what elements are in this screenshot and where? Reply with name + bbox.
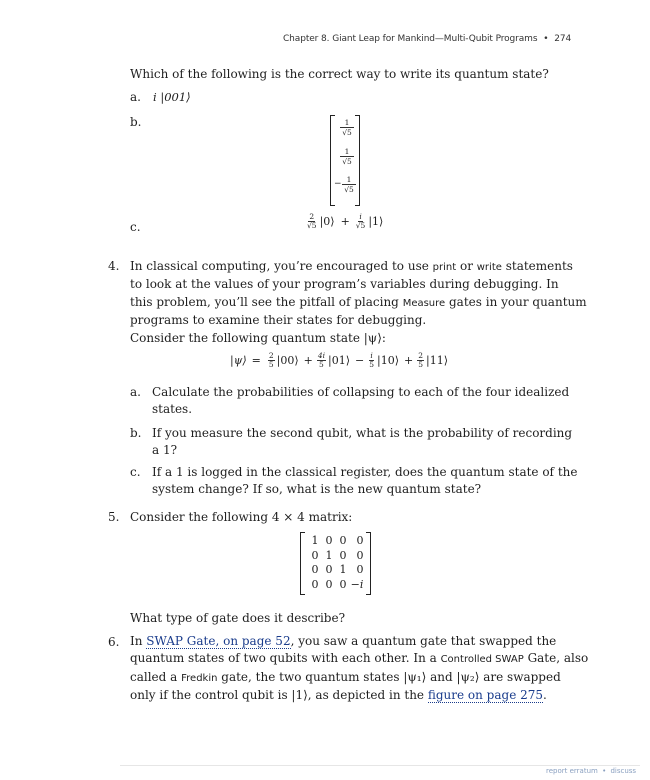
vec-entry-2 [340,147,354,166]
running-header [283,34,571,44]
report-erratum-link[interactable]: report erratum [546,767,598,775]
q4a-line-1: Calculate the probabilities of collapsing to each of the four idealized [152,385,570,399]
vec-den-3: √5 [344,185,354,194]
q6-text: , you saw a quantum gate that swapped the [290,634,557,648]
ket-1: |1⟩ [368,215,384,228]
matrix-cell: 0 [339,577,347,591]
q4c-line-2: system change? If so, what is the new quantum state? [152,482,482,497]
q6-line-1 [130,633,557,650]
figure-link[interactable]: figure on page 275 [427,688,544,703]
frac-den: 5 [369,360,375,369]
option-a-math: i |001⟩ [153,90,191,104]
ket-11: |11⟩ [426,354,449,367]
q4-line-4: programs to examine their states for debugging. [130,313,427,328]
vec-entry-1 [340,118,354,137]
matrix-cell: 0 [325,563,333,576]
q4c-text [152,464,578,499]
equals-sign: = [251,354,261,367]
ket-10: |10⟩ [377,354,400,367]
frac-c2 [355,213,367,230]
q4c-label: c. [130,465,141,479]
frac-num: 2 [418,351,424,360]
footer-rule [120,765,640,766]
vec-den-2: √5 [342,157,352,166]
q4-line-2: to look at the values of your program’s variables during debugging. In [130,277,559,292]
vec-num-2: 1 [340,147,354,157]
frac-num: 4i [317,351,326,360]
left-bracket [330,115,335,206]
q4-text: statements [501,259,573,273]
q6-line-3 [130,669,561,687]
code-measure: Measure [402,297,446,309]
matrix-cell: 1 [339,563,347,576]
page-number: 274 [554,34,572,44]
matrix-cell: 0 [311,563,319,576]
q4b-label: b. [130,426,142,440]
frac-c1 [306,213,318,230]
question-6-number: 6. [108,635,120,649]
q6-line-4 [130,687,547,704]
question-5-number: 5. [108,510,120,524]
plus-sign: + [303,354,313,367]
question-5-ask: What type of gate does it describe? [130,611,346,625]
matrix-cell: 0 [325,577,333,591]
code-print: print [432,262,457,273]
q4a-label: a. [130,385,141,399]
frac-den: 5 [319,360,324,369]
q4c-line-1: If a 1 is logged in the classical register, does the quantum state of the [152,465,578,479]
vec-entry-3 [342,175,356,194]
q4-text: this problem, you’ll see the pitfall of placing [130,294,403,309]
vec-minus: − [334,179,342,189]
code-write: write [476,262,502,273]
code-fredkin: Fredkin [181,672,218,684]
q6-text: . [543,688,547,703]
frac-den: √5 [307,221,317,230]
vec-num-3: 1 [342,175,356,185]
frac-num: i [359,212,362,221]
option-a-label: a. [130,90,141,104]
question-stem: Which of the following is the correct way to write its quantum state? [130,67,549,81]
vec-den-1: √5 [342,128,352,137]
plus-sign: + [340,215,350,228]
option-c-label: c. [130,220,141,234]
option-c-math [304,213,383,230]
q6-text: Gate, also [523,651,589,666]
frac-num: i [370,351,373,360]
matrix-cell: 0 [339,548,347,562]
ket-0: |0⟩ [319,215,335,228]
code-controlled-swap: Controlled SWAP [440,654,524,666]
option-b-label: b. [130,115,142,129]
plus-sign: + [404,354,414,367]
q4-text: In classical computing, you’re encouraged to use [130,259,433,273]
ket-01: |01⟩ [328,354,351,367]
q4a-text [152,384,570,419]
frac-den: 5 [268,360,274,369]
q4a-line-2: states. [152,402,193,417]
footer-separator: • [602,767,607,775]
matrix-cell: 0 [356,563,364,576]
q6-text: called a [130,669,182,684]
discuss-link[interactable]: discuss [610,767,637,775]
q4-text: gates in your quantum [445,294,587,309]
psi-ket: |ψ⟩ [230,354,247,367]
footer-links [546,767,636,775]
matrix-cell: 0 [356,534,364,547]
matrix-cell: 0 [339,534,347,547]
q4-text: or [456,259,477,273]
q6-text: quantum states of two qubits with each other. In a [130,651,441,666]
matrix-left-bracket [300,532,305,595]
frac-4 [417,352,424,369]
matrix-cell: 1 [325,548,333,562]
question-4-body [130,258,587,330]
minus-sign: − [355,354,365,367]
matrix-cell: 1 [311,534,319,547]
frac-den: 5 [418,360,424,369]
question-4-number: 4. [108,259,120,273]
q4b-line-1: If you measure the second qubit, what is the probability of recording [152,426,573,440]
ket-00: |00⟩ [276,354,299,367]
q6-line-2 [130,650,589,668]
matrix-cell: 0 [356,548,364,562]
q4b-line-2: a 1? [152,443,178,458]
state-equation [230,352,448,369]
swap-gate-link[interactable]: SWAP Gate, on page 52 [146,634,291,648]
q4-line-1 [130,258,573,276]
header-bullet: • [543,34,549,44]
matrix-cell: 0 [311,548,319,562]
frac-1 [268,352,275,369]
column-vector [330,115,360,205]
q6-text: only if the control qubit is |1⟩, as depicted in the [130,688,428,703]
frac-2 [317,352,326,369]
matrix-cell: 0 [311,577,319,591]
q4b-text [152,425,573,460]
question-6-body [130,633,589,705]
q6-text: In [130,634,147,648]
matrix-cell: 0 [325,534,333,547]
frac-num: 2 [309,212,315,221]
chapter-title: Chapter 8. Giant Leap for Mankind—Multi-Qubit Programs [283,34,538,44]
matrix-cell: −i [350,577,364,591]
consider-state: Consider the following quantum state |ψ⟩: [130,331,386,345]
q4-line-3 [130,294,587,312]
frac-den: √5 [355,221,366,230]
question-5-stem: Consider the following 4 × 4 matrix: [130,510,353,524]
matrix [300,532,371,594]
frac-num: 2 [268,351,274,360]
vec-num-1: 1 [340,118,354,128]
frac-3 [368,352,375,369]
q6-text: gate, the two quantum states |ψ₁⟩ and |ψ₂⟩ are swapped [217,669,561,684]
